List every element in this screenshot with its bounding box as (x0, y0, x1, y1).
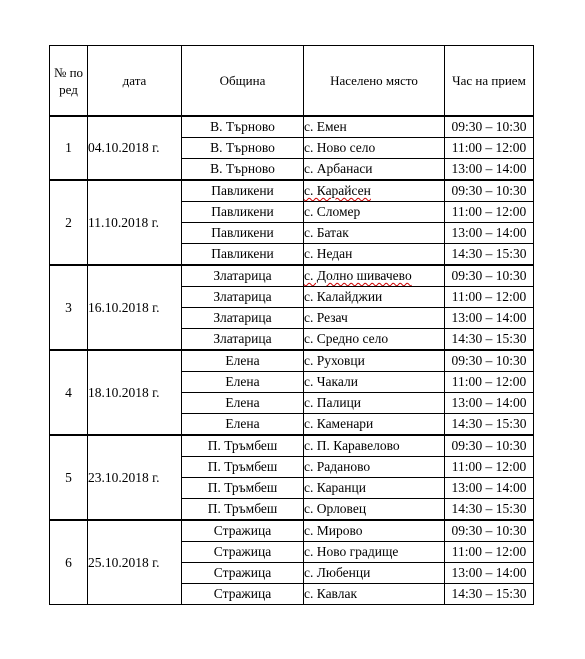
reception-time-cell: 13:00 – 14:00 (445, 478, 534, 499)
settlement-name: с. Руховци (304, 353, 365, 368)
municipality-cell: Павликени (182, 202, 304, 223)
reception-time-cell: 09:30 – 10:30 (445, 520, 534, 542)
settlement-cell (304, 435, 445, 457)
settlement-name: с. Недан (304, 246, 353, 261)
settlement-cell (304, 202, 445, 223)
reception-time-cell: 13:00 – 14:00 (445, 393, 534, 414)
settlement-cell (304, 180, 445, 202)
settlement-cell (304, 329, 445, 351)
row-number: 6 (50, 520, 88, 605)
settlement-name: с. Калайджии (304, 289, 383, 304)
settlement-name: с. Орловец (304, 501, 367, 516)
table-row (50, 265, 534, 287)
row-number: 3 (50, 265, 88, 350)
municipality-cell: Павликени (182, 180, 304, 202)
settlement-name: с. Чакали (304, 374, 358, 389)
settlement-name: с. Каменари (304, 416, 374, 431)
municipality-cell: Стражица (182, 584, 304, 605)
table-row (50, 350, 534, 372)
municipality-cell: Павликени (182, 244, 304, 266)
settlement-name: с. Раданово (304, 459, 371, 474)
municipality-cell: Златарица (182, 329, 304, 351)
visit-date: 11.10.2018 г. (88, 180, 182, 265)
reception-time-cell: 09:30 – 10:30 (445, 265, 534, 287)
settlement-name: с. Арбанаси (304, 161, 373, 176)
row-number: 5 (50, 435, 88, 520)
settlement-name: с. Мирово (304, 523, 363, 538)
settlement-cell (304, 499, 445, 521)
settlement-cell (304, 308, 445, 329)
municipality-cell: П. Тръмбеш (182, 478, 304, 499)
visit-date: 25.10.2018 г. (88, 520, 182, 605)
header-date: дата (88, 46, 182, 117)
table-row (50, 435, 534, 457)
visit-date: 18.10.2018 г. (88, 350, 182, 435)
municipality-cell: Елена (182, 350, 304, 372)
settlement-cell (304, 116, 445, 138)
settlement-cell (304, 287, 445, 308)
reception-time-cell: 14:30 – 15:30 (445, 584, 534, 605)
reception-time-cell: 13:00 – 14:00 (445, 308, 534, 329)
settlement-name: с. Средно село (304, 331, 389, 346)
settlement-cell (304, 563, 445, 584)
reception-time-cell: 14:30 – 15:30 (445, 414, 534, 436)
row-number: 1 (50, 116, 88, 180)
municipality-cell: Златарица (182, 308, 304, 329)
municipality-cell: П. Тръмбеш (182, 499, 304, 521)
municipality-cell: В. Търново (182, 116, 304, 138)
reception-time-cell: 13:00 – 14:00 (445, 563, 534, 584)
visit-date: 23.10.2018 г. (88, 435, 182, 520)
municipality-cell: Стражица (182, 520, 304, 542)
reception-time-cell: 13:00 – 14:00 (445, 159, 534, 181)
settlement-name: с. П. Каравелово (304, 438, 400, 453)
settlement-cell (304, 393, 445, 414)
reception-time-cell: 09:30 – 10:30 (445, 180, 534, 202)
settlement-cell (304, 584, 445, 605)
header-row (50, 46, 534, 117)
header-settlement: Населено място (304, 46, 445, 117)
visit-date: 04.10.2018 г. (88, 116, 182, 180)
schedule-table (49, 45, 534, 605)
table-row (50, 116, 534, 138)
settlement-name: с. Резач (304, 310, 348, 325)
settlement-name: с. Долно шивачево (304, 268, 412, 283)
settlement-cell (304, 223, 445, 244)
settlement-name: с. Батак (304, 225, 349, 240)
reception-time-cell: 11:00 – 12:00 (445, 202, 534, 223)
table-row (50, 520, 534, 542)
municipality-cell: Златарица (182, 287, 304, 308)
settlement-cell (304, 159, 445, 181)
settlement-name: с. Сломер (304, 204, 361, 219)
settlement-cell (304, 138, 445, 159)
reception-time-cell: 14:30 – 15:30 (445, 499, 534, 521)
settlement-cell (304, 457, 445, 478)
municipality-cell: Елена (182, 372, 304, 393)
reception-time-cell: 11:00 – 12:00 (445, 457, 534, 478)
settlement-cell (304, 542, 445, 563)
reception-time-cell: 09:30 – 10:30 (445, 116, 534, 138)
municipality-cell: Златарица (182, 265, 304, 287)
row-number: 4 (50, 350, 88, 435)
settlement-cell (304, 520, 445, 542)
municipality-cell: Стражица (182, 542, 304, 563)
header-num: № по ред (50, 46, 88, 117)
table-row (50, 180, 534, 202)
reception-time-cell: 11:00 – 12:00 (445, 542, 534, 563)
row-number: 2 (50, 180, 88, 265)
municipality-cell: В. Търново (182, 159, 304, 181)
settlement-cell (304, 478, 445, 499)
reception-time-cell: 11:00 – 12:00 (445, 138, 534, 159)
reception-time-cell: 09:30 – 10:30 (445, 350, 534, 372)
settlement-cell (304, 350, 445, 372)
header-municipality: Община (182, 46, 304, 117)
header-time: Час на прием (445, 46, 534, 117)
visit-date: 16.10.2018 г. (88, 265, 182, 350)
settlement-name: с. Емен (304, 119, 347, 134)
settlement-name: с. Ново градище (304, 544, 399, 559)
settlement-cell (304, 265, 445, 287)
municipality-cell: Елена (182, 414, 304, 436)
reception-time-cell: 14:30 – 15:30 (445, 244, 534, 266)
municipality-cell: П. Тръмбеш (182, 457, 304, 478)
reception-time-cell: 11:00 – 12:00 (445, 287, 534, 308)
settlement-name: с. Каранци (304, 480, 366, 495)
reception-time-cell: 13:00 – 14:00 (445, 223, 534, 244)
schedule-body (50, 116, 534, 605)
municipality-cell: Стражица (182, 563, 304, 584)
settlement-cell (304, 372, 445, 393)
municipality-cell: В. Търново (182, 138, 304, 159)
settlement-cell (304, 244, 445, 266)
settlement-name: с. Карайсен (304, 183, 371, 198)
reception-time-cell: 14:30 – 15:30 (445, 329, 534, 351)
settlement-name: с. Ново село (304, 140, 376, 155)
settlement-name: с. Палици (304, 395, 362, 410)
settlement-name: с. Любенци (304, 565, 371, 580)
municipality-cell: Павликени (182, 223, 304, 244)
reception-time-cell: 09:30 – 10:30 (445, 435, 534, 457)
settlement-name: с. Кавлак (304, 586, 358, 601)
municipality-cell: Елена (182, 393, 304, 414)
municipality-cell: П. Тръмбеш (182, 435, 304, 457)
reception-time-cell: 11:00 – 12:00 (445, 372, 534, 393)
settlement-cell (304, 414, 445, 436)
